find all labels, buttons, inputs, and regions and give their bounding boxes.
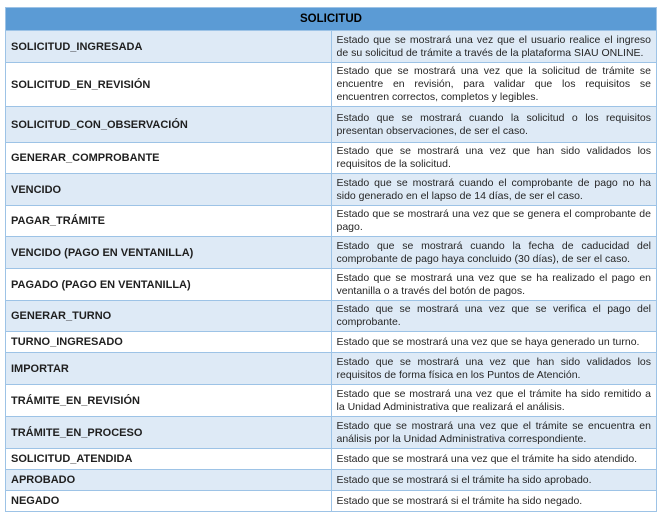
state-description: Estado que se mostrará una vez que el usuario realice el ingreso de su solicitud de trámite a través de la plataforma SIAU ONLINE. — [331, 31, 657, 63]
state-description: Estado que se mostrará una vez que el trámite ha sido atendido. — [331, 449, 657, 470]
state-description: Estado que se mostrará cuando la solicitud o los requisitos presentan observaciones, de ser el caso. — [331, 107, 657, 143]
table-row — [6, 470, 657, 491]
state-name: PAGAR_TRÁMITE — [6, 206, 332, 237]
table-row — [6, 332, 657, 353]
table-row — [6, 269, 657, 301]
table-header: SOLICITUD — [6, 8, 657, 31]
state-description: Estado que se mostrará una vez que se genera el comprobante de pago. — [331, 206, 657, 237]
state-name: SOLICITUD_CON_OBSERVACIÓN — [6, 107, 332, 143]
state-description: Estado que se mostrará cuando la fecha de caducidad del comprobante de pago haya concluido (30 días), de ser el caso. — [331, 237, 657, 269]
state-name: SOLICITUD_EN_REVISIÓN — [6, 63, 332, 107]
table-row — [6, 491, 657, 512]
state-name: GENERAR_TURNO — [6, 301, 332, 332]
table-row — [6, 174, 657, 206]
state-description: Estado que se mostrará una vez que el trámite ha sido remitido a la Unidad Administrativa que realizará el análisis. — [331, 385, 657, 417]
state-name: VENCIDO — [6, 174, 332, 206]
state-name: PAGADO (PAGO EN VENTANILLA) — [6, 269, 332, 301]
table-row — [6, 301, 657, 332]
state-name: APROBADO — [6, 470, 332, 491]
table-row — [6, 107, 657, 143]
table-row — [6, 31, 657, 63]
table-row — [6, 449, 657, 470]
state-name: SOLICITUD_INGRESADA — [6, 31, 332, 63]
state-description: Estado que se mostrará cuando el comprobante de pago no ha sido generado en el lapso de 14 días, de ser el caso. — [331, 174, 657, 206]
state-name: NEGADO — [6, 491, 332, 512]
table-row — [6, 237, 657, 269]
state-description: Estado que se mostrará si el trámite ha sido aprobado. — [331, 470, 657, 491]
state-description: Estado que se mostrará una vez que se verifica el pago del comprobante. — [331, 301, 657, 332]
state-name: TRÁMITE_EN_PROCESO — [6, 417, 332, 449]
state-description: Estado que se mostrará una vez que han sido validados los requisitos de forma física en los Puntos de Atención. — [331, 353, 657, 385]
state-description: Estado que se mostrará una vez que el trámite se encuentra en análisis por la Unidad Administrativa correspondiente. — [331, 417, 657, 449]
state-name: GENERAR_COMPROBANTE — [6, 143, 332, 174]
state-description: Estado que se mostrará si el trámite ha sido negado. — [331, 491, 657, 512]
table-row — [6, 143, 657, 174]
state-name: IMPORTAR — [6, 353, 332, 385]
state-description: Estado que se mostrará una vez que se ha realizado el pago en ventanilla o a través del botón de pagos. — [331, 269, 657, 301]
status-table — [5, 7, 657, 512]
table-row — [6, 63, 657, 107]
state-description: Estado que se mostrará una vez que han sido validados los requisitos de la solicitud. — [331, 143, 657, 174]
state-name: SOLICITUD_ATENDIDA — [6, 449, 332, 470]
table-header-row — [6, 8, 657, 31]
status-table-container — [5, 7, 657, 512]
table-row — [6, 417, 657, 449]
table-row — [6, 385, 657, 417]
state-description: Estado que se mostrará una vez que se haya generado un turno. — [331, 332, 657, 353]
table-row — [6, 206, 657, 237]
state-name: VENCIDO (PAGO EN VENTANILLA) — [6, 237, 332, 269]
state-name: TURNO_INGRESADO — [6, 332, 332, 353]
state-name: TRÁMITE_EN_REVISIÓN — [6, 385, 332, 417]
table-row — [6, 353, 657, 385]
state-description: Estado que se mostrará una vez que la solicitud de trámite se encuentre en revisión, para validar que los requisitos se encuentren correctos, completos y legibles. — [331, 63, 657, 107]
